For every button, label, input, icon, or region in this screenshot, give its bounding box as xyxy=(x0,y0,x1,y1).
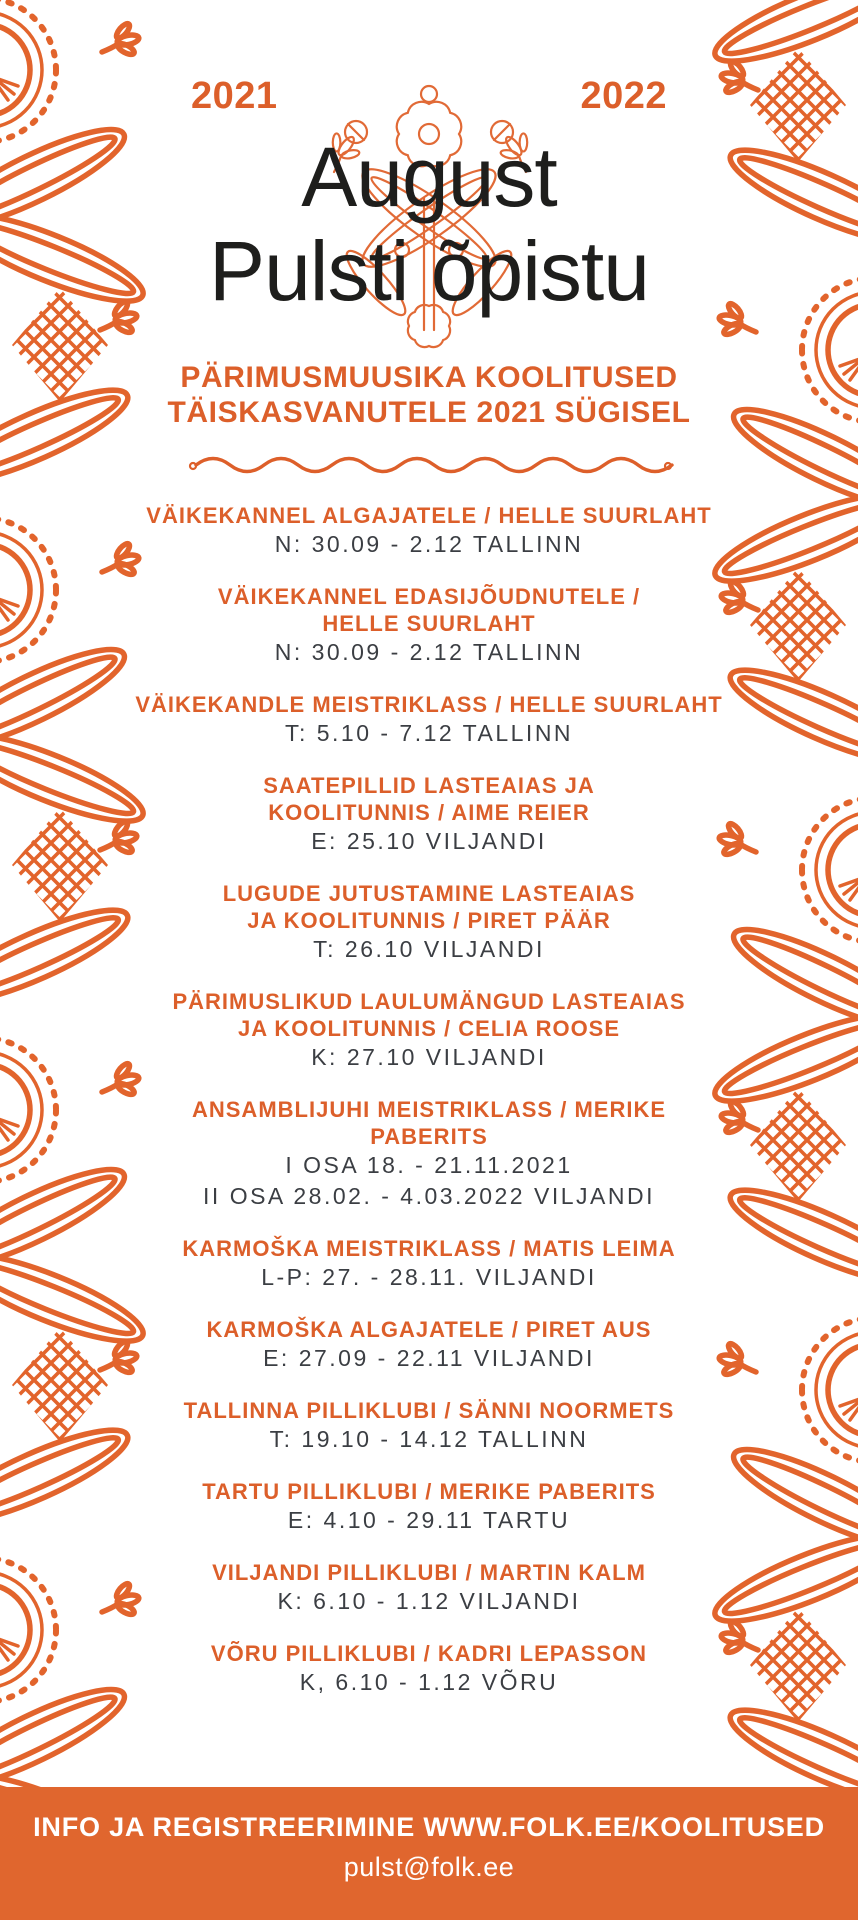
poster-title-line2: Pulsti õpistu xyxy=(209,224,649,318)
course-schedule: E: 4.10 - 29.11 TARTU xyxy=(287,1507,571,1533)
course-schedule: T: 26.10 VILJANDI xyxy=(313,936,545,962)
course-title: VÄIKEKANDLE MEISTRIKLASS / HELLE SUURLAHT xyxy=(135,692,723,717)
course-title: ANSAMBLIJUHI MEISTRIKLASS / MERIKE PABERITS xyxy=(191,1097,667,1149)
course-schedule: K: 6.10 - 1.12 VILJANDI xyxy=(277,1588,581,1614)
year-right: 2022 xyxy=(580,75,667,117)
course-item xyxy=(135,1559,723,1617)
poster-title-line1: August xyxy=(301,130,557,224)
course-title: VÄIKEKANNEL ALGAJATELE / HELLE SUURLAHT xyxy=(146,503,712,528)
folk-border-left-icon xyxy=(0,0,152,1787)
course-item xyxy=(135,502,723,560)
course-schedule: T: 5.10 - 7.12 TALLINN xyxy=(284,720,574,746)
course-title: PÄRIMUSLIKUD LAULUMÄNGUD LASTEAIAS JA KOOLITUNNIS / CELIA ROOSE xyxy=(172,989,686,1041)
course-item xyxy=(135,1397,723,1455)
course-schedule: E: 27.09 - 22.11 VILJANDI xyxy=(263,1345,595,1371)
footer-bar xyxy=(0,1787,858,1920)
content-column xyxy=(135,0,723,1721)
course-title: KARMOŠKA MEISTRIKLASS / MATIS LEIMA xyxy=(182,1236,676,1261)
course-item xyxy=(135,691,723,749)
course-title: LUGUDE JUTUSTAMINE LASTEAIAS JA KOOLITUNNIS / PIRET PÄÄR xyxy=(222,881,636,933)
course-schedule: L-P: 27. - 28.11. VILJANDI xyxy=(261,1264,597,1290)
course-schedule: N: 30.09 - 2.12 TALLINN xyxy=(274,639,584,665)
course-item xyxy=(135,583,723,668)
course-title: VÕRU PILLIKLUBI / KADRI LEPASSON xyxy=(210,1641,648,1666)
subtitle-line2: TÄISKASVANUTELE 2021 SÜGISEL xyxy=(167,396,691,429)
course-schedule: I OSA 18. - 21.11.2021 II OSA 28.02. - 4.03.2022 VILJANDI xyxy=(203,1152,655,1209)
footer-email-link[interactable]: pulst@folk.ee xyxy=(343,1852,515,1882)
course-item xyxy=(135,772,723,857)
course-item xyxy=(135,880,723,965)
footer-registration-link[interactable]: INFO JA REGISTREERIMINE WWW.FOLK.EE/KOOLITUSED xyxy=(33,1812,825,1842)
poster-title xyxy=(135,130,723,318)
wavy-divider-icon xyxy=(184,446,674,476)
course-title: KARMOŠKA ALGAJATELE / PIRET AUS xyxy=(206,1317,652,1342)
year-left: 2021 xyxy=(191,75,278,117)
title-block xyxy=(135,130,723,318)
course-schedule: N: 30.09 - 2.12 TALLINN xyxy=(274,531,584,557)
course-item xyxy=(135,1316,723,1374)
course-schedule: E: 25.10 VILJANDI xyxy=(311,828,547,854)
folk-border-right-icon xyxy=(706,0,858,1787)
course-title: TARTU PILLIKLUBI / MERIKE PABERITS xyxy=(202,1479,656,1504)
course-title: TALLINNA PILLIKLUBI / SÄNNI NOORMETS xyxy=(183,1398,675,1423)
course-schedule: K, 6.10 - 1.12 VÕRU xyxy=(299,1669,559,1695)
course-item xyxy=(135,1478,723,1536)
course-schedule: K: 27.10 VILJANDI xyxy=(311,1044,547,1070)
course-schedule: T: 19.10 - 14.12 TALLINN xyxy=(269,1426,589,1452)
course-item xyxy=(135,1096,723,1212)
course-item xyxy=(135,1640,723,1698)
course-item xyxy=(135,1235,723,1293)
course-list xyxy=(135,502,723,1698)
course-title: VÄIKEKANNEL EDASIJÕUDNUTELE / HELLE SUURLAHT xyxy=(217,584,641,636)
course-item xyxy=(135,988,723,1073)
subtitle-line1: PÄRIMUSMUUSIKA KOOLITUSED xyxy=(180,361,678,394)
course-title: VILJANDI PILLIKLUBI / MARTIN KALM xyxy=(212,1560,646,1585)
course-title: SAATEPILLID LASTEAIAS JA KOOLITUNNIS / AIME REIER xyxy=(263,773,595,825)
